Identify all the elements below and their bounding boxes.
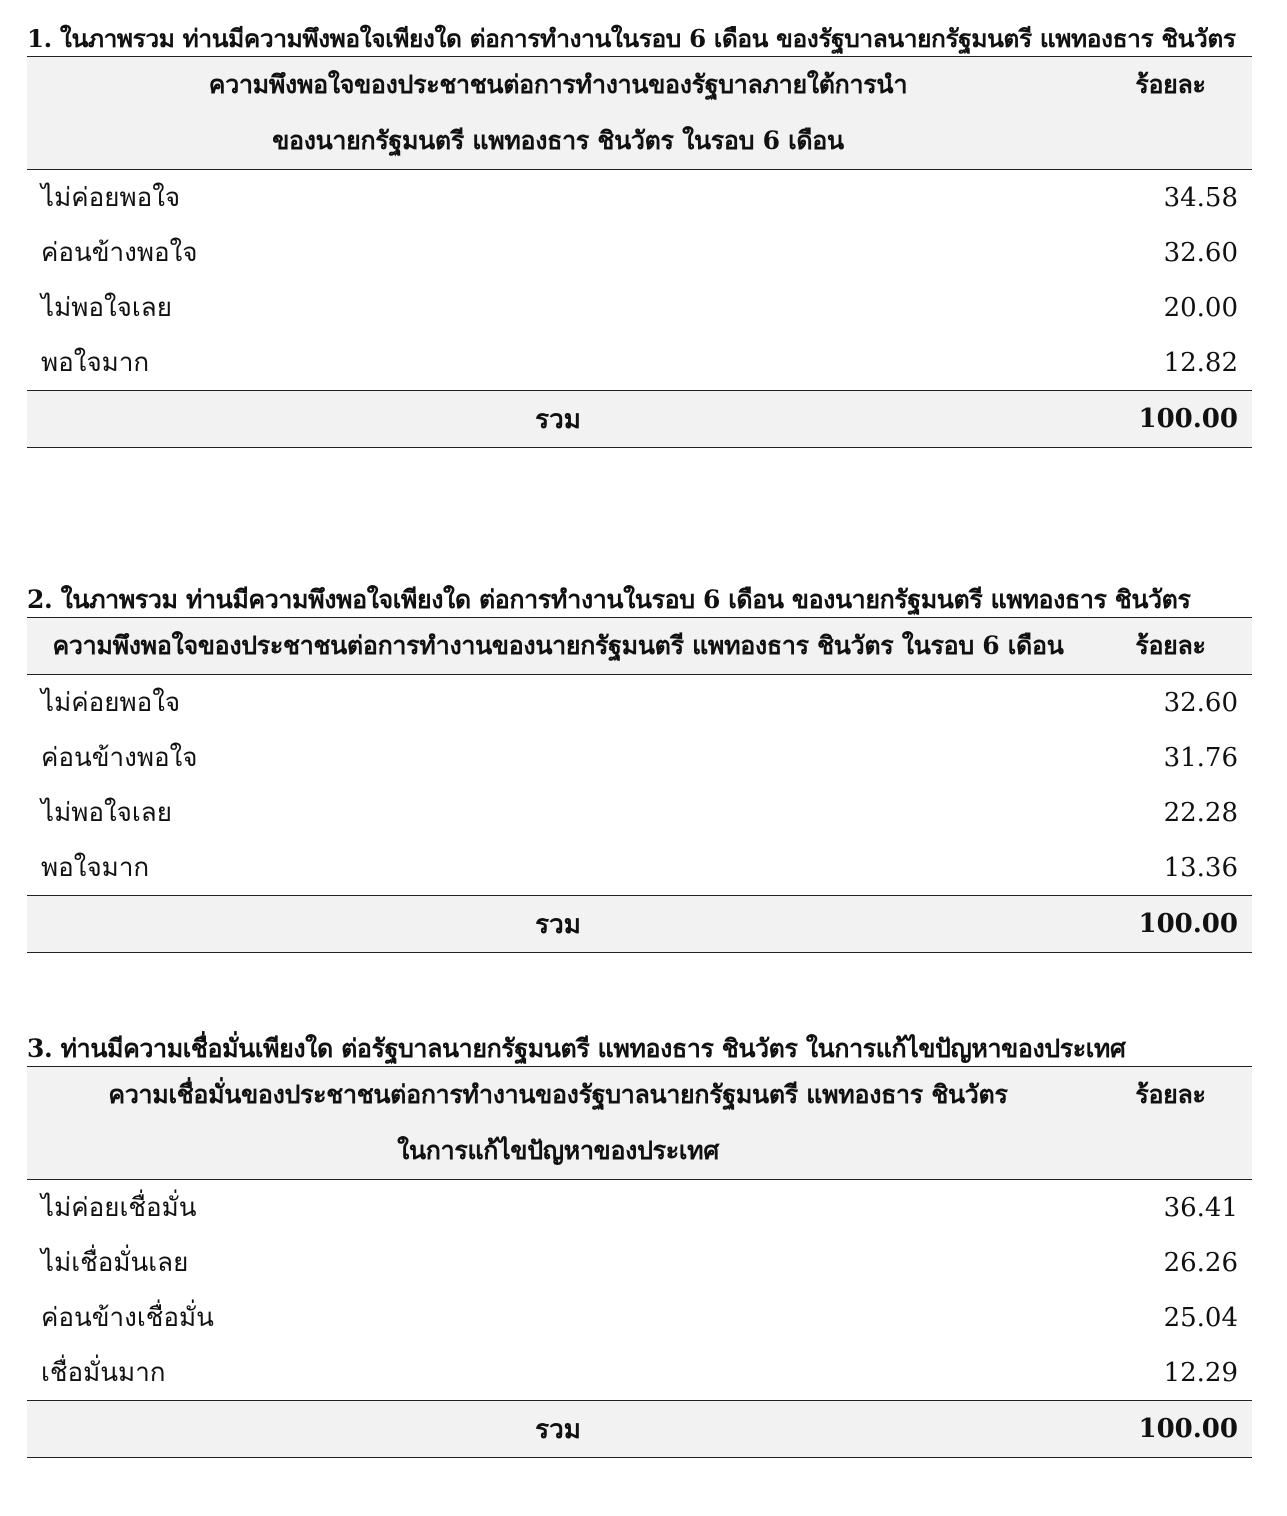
- table-row: [27, 1235, 1252, 1290]
- row-label: ไม่ค่อยพอใจ: [41, 688, 181, 718]
- total-value: 100.00: [1089, 391, 1252, 448]
- total-value: 100.00: [1089, 1401, 1252, 1458]
- row-value: 36.41: [1163, 1192, 1238, 1223]
- question-title: 1. ในภาพรวม ท่านมีความพึงพอใจเพียงใด ต่อการทำงานในรอบ 6 เดือน ของรัฐบาลนายกรัฐมนตรี แพทองธาร ชินวัตร: [27, 24, 1236, 53]
- table-row: [27, 840, 1252, 896]
- column-header-percent: ร้อยละ: [1089, 57, 1252, 170]
- row-label: ไม่พอใจเลย: [41, 798, 172, 828]
- header-line-1: ความเชื่อมั่นของประชาชนต่อการทำงานของรัฐบาลนายกรัฐมนตรี แพทองธาร ชินวัตร: [108, 1080, 1008, 1109]
- row-value: 12.29: [1163, 1357, 1238, 1388]
- total-row: [27, 896, 1252, 953]
- row-value: 32.60: [1163, 237, 1238, 268]
- row-label: ค่อนข้างเชื่อมั่น: [41, 1303, 214, 1333]
- table-row: [27, 225, 1252, 280]
- table-header-row: [27, 57, 1252, 170]
- total-row: [27, 391, 1252, 448]
- header-line-2: ในการแก้ไขปัญหาของประเทศ: [397, 1136, 719, 1165]
- row-value: 25.04: [1163, 1302, 1238, 1333]
- row-value: 32.60: [1163, 687, 1238, 718]
- row-label: ไม่เชื่อมั่นเลย: [41, 1248, 189, 1278]
- column-header-category: [27, 1067, 1089, 1180]
- question-title: 2. ในภาพรวม ท่านมีความพึงพอใจเพียงใด ต่อการทำงานในรอบ 6 เดือน ของนายกรัฐมนตรี แพทองธาร ชินวัตร: [27, 585, 1191, 614]
- survey-section-3: [27, 1032, 1252, 1458]
- row-value: 31.76: [1163, 742, 1238, 773]
- row-value: 20.00: [1163, 292, 1238, 323]
- row-value: 12.82: [1163, 347, 1238, 378]
- survey-table: [27, 617, 1252, 953]
- row-label: ค่อนข้างพอใจ: [41, 238, 198, 268]
- row-label: พอใจมาก: [41, 348, 150, 378]
- column-header-category: [27, 618, 1089, 675]
- row-label: ไม่ค่อยเชื่อมั่น: [41, 1193, 197, 1223]
- column-header-category: [27, 57, 1089, 170]
- row-label: ค่อนข้างพอใจ: [41, 743, 198, 773]
- row-label: ไม่ค่อยพอใจ: [41, 183, 181, 213]
- row-value: 13.36: [1163, 852, 1238, 883]
- column-header-percent: ร้อยละ: [1089, 618, 1252, 675]
- table-header-row: [27, 1067, 1252, 1180]
- table-row: [27, 1345, 1252, 1401]
- table-row: [27, 170, 1252, 226]
- table-row: [27, 1180, 1252, 1236]
- total-label: รวม: [27, 391, 1089, 448]
- survey-section-1: [27, 22, 1252, 448]
- table-row: [27, 335, 1252, 391]
- total-value: 100.00: [1089, 896, 1252, 953]
- table-row: [27, 730, 1252, 785]
- row-value: 34.58: [1163, 182, 1238, 213]
- table-row: [27, 280, 1252, 335]
- header-line-2: ของนายกรัฐมนตรี แพทองธาร ชินวัตร ในรอบ 6 เดือน: [272, 126, 844, 155]
- table-row: [27, 785, 1252, 840]
- header-line-1: ความพึงพอใจของประชาชนต่อการทำงานของนายกรัฐมนตรี แพทองธาร ชินวัตร ในรอบ 6 เดือน: [52, 631, 1064, 660]
- table-row: [27, 1290, 1252, 1345]
- survey-table: [27, 1066, 1252, 1458]
- total-label: รวม: [27, 896, 1089, 953]
- header-line-1: ความพึงพอใจของประชาชนต่อการทำงานของรัฐบาลภายใต้การนำ: [208, 70, 908, 99]
- row-label: ไม่พอใจเลย: [41, 293, 172, 323]
- row-value: 22.28: [1163, 797, 1238, 828]
- total-row: [27, 1401, 1252, 1458]
- row-label: พอใจมาก: [41, 853, 150, 883]
- total-label: รวม: [27, 1401, 1089, 1458]
- table-row: [27, 675, 1252, 731]
- question-title: 3. ท่านมีความเชื่อมั่นเพียงใด ต่อรัฐบาลนายกรัฐมนตรี แพทองธาร ชินวัตร ในการแก้ไขปัญหาของประเทศ: [27, 1034, 1126, 1063]
- survey-section-2: [27, 583, 1252, 953]
- row-value: 26.26: [1163, 1247, 1238, 1278]
- survey-table: [27, 56, 1252, 448]
- column-header-percent: ร้อยละ: [1089, 1067, 1252, 1180]
- table-header-row: [27, 618, 1252, 675]
- row-label: เชื่อมั่นมาก: [41, 1358, 166, 1388]
